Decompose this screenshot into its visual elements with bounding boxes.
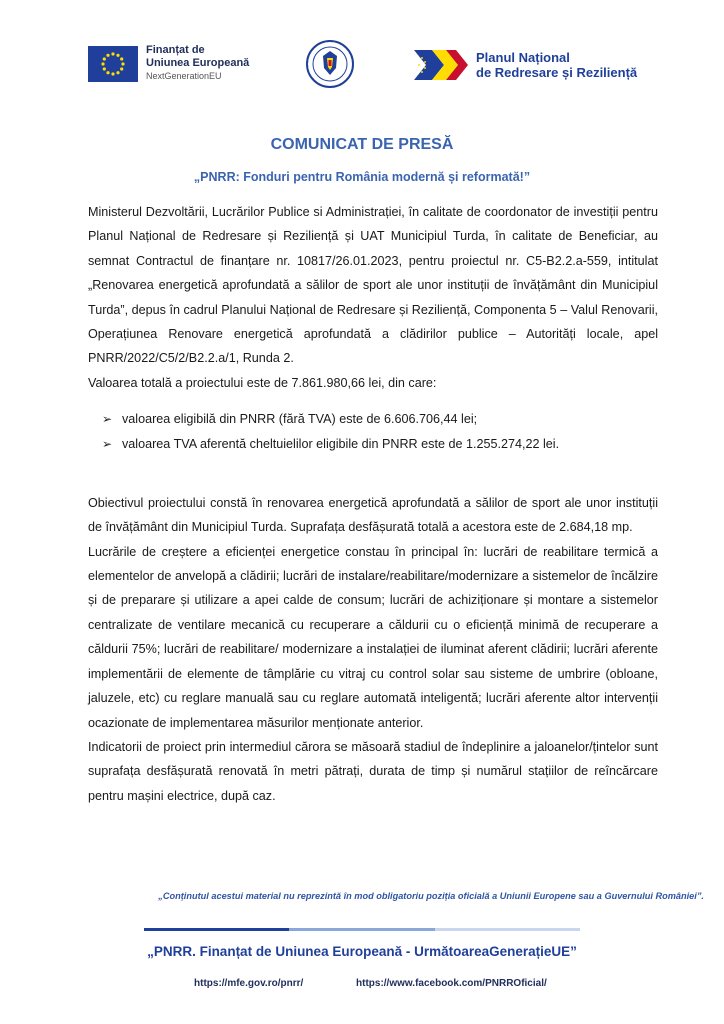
pnrr-line2: de Redresare și Reziliență (476, 65, 638, 80)
list-item (88, 407, 658, 432)
pnrr-arrow-icon (414, 48, 470, 82)
arrow-bullet-icon: ➢ (102, 411, 113, 426)
eu-flag-icon (88, 46, 138, 82)
eu-line3: NextGenerationEU (146, 71, 222, 81)
footer-divider (144, 928, 580, 931)
disclaimer: „Conținutul acestui material nu reprezintă în mod obligatoriu poziția oficială a Uniunii Europene sau a Guvernului României”. (158, 891, 704, 901)
arrow-bullet-icon: ➢ (102, 436, 113, 451)
eu-funding-logo (88, 44, 249, 83)
page-title: COMUNICAT DE PRESĂ (270, 136, 454, 153)
eu-line2: Uniunea Europeană (146, 57, 250, 69)
eu-line1: Finanțat de (146, 44, 205, 56)
pnrr-line1: Planul Național (476, 50, 570, 65)
government-seal-icon (306, 40, 354, 88)
press-release-body (88, 200, 658, 808)
paragraph-works: Lucrările de creștere a eficienței energetice constau în principal în: lucrări de reabilitare termică a elementelor de anvelopă a clădirii; lucrări de instalare/reabilitare/modernizare a sistemelor de încălzire și de preparare și utilizare a apei calde de consum; lucrări de achiziționare și montare a sistemelor centralizate de ventilare mecanică cu recuperare a căldurii cu o eficiență minimă de recuperare a căldurii 75%; lucrări de reabilitare/ modernizare a instalației de iluminat aferent clădirii; lucrări aferente implementării de elemente de tâmplărie cu vitraj cu control solar sau sisteme de umbrire (obloane, jaluzele, etc) cu reglare manuală sau cu reglare automată inteligentă; lucrări aferente altor intervenții ocazionate de implementarea măsurilor menționate anterior. (88, 544, 658, 730)
footer-link-facebook[interactable]: https://www.facebook.com/PNRROficial/ (356, 978, 547, 989)
pnrr-logo (414, 48, 637, 82)
paragraph-total-value: Valoarea totală a proiectului este de 7.861.980,66 lei, din care: (88, 375, 437, 390)
page-subtitle: „PNRR: Fonduri pentru România modernă și reformată!” (193, 170, 531, 184)
paragraph-objective: Obiectivul proiectului constă în renovarea energetică aprofundată a sălilor de sport ale unor instituții de învățământ din Municipiul Turda. Suprafața desfășurată totală a acestora este de 2.684,18 mp. (88, 495, 658, 535)
header-logos (0, 38, 724, 94)
footer-title: „PNRR. Finanțat de Uniunea Europeană - UrmătoareaGenerațieUE” (147, 944, 577, 959)
list-item-text: valoarea eligibilă din PNRR (fără TVA) este de 6.606.706,44 lei; (122, 411, 478, 426)
list-item-text: valoarea TVA aferentă cheltuielilor eligibile din PNRR este de 1.255.274,22 lei. (122, 436, 560, 451)
paragraph-indicators: Indicatorii de proiect prin intermediul cărora se măsoară stadiul de îndeplinire a jaloanelor/țintelor sunt suprafața desfășurată renovată în metri pătrați, durata de timp și numărul stațiilor de reîncărcare pentru mașini electrice, după caz. (88, 739, 658, 803)
value-breakdown-list (88, 407, 658, 457)
footer-link-mfe[interactable]: https://mfe.gov.ro/pnrr/ (194, 978, 304, 989)
paragraph-contract: Ministerul Dezvoltării, Lucrărilor Publice si Administrației, în calitate de coordonator de investiții pentru Planul Național de Redresare și Reziliență și UAT Municipiul Turda, în calitate de Beneficiar, au semnat Contractul de finanțare nr. 10817/26.01.2023, pentru proiectul nr. C5-B2.2.a-559, intitulat „Renovarea energetică aprofundată a sălilor de sport ale unor instituții de învățământ din Municipiul Turda”, depus în cadrul Planului Național de Redresare și Reziliență, Componenta 5 – Valul Renovarii, Operațiunea Renovare energetică aprofundată a clădirilor publice – Autorități locale, apel PNRR/2022/C5/2/B2.2.a/1, Runda 2. (88, 205, 658, 366)
list-item (88, 432, 658, 457)
